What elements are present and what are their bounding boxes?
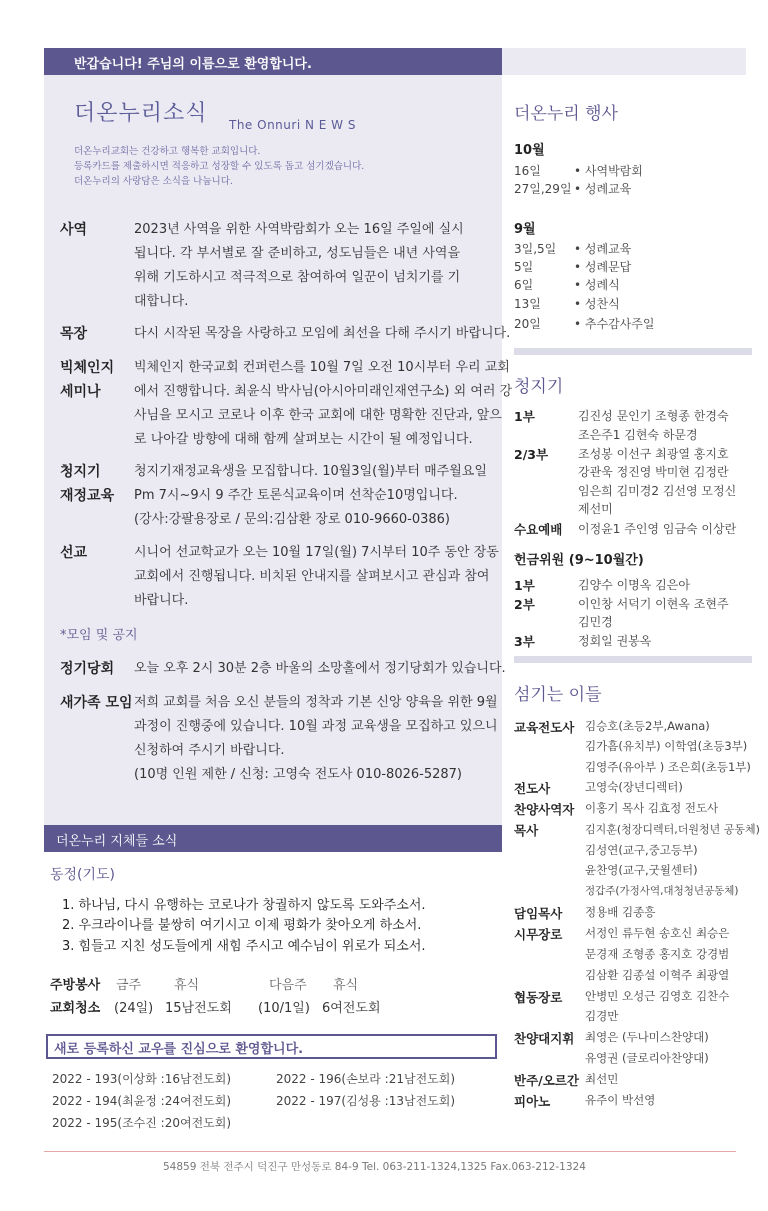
news-line: 2023년 사역을 위한 사역박람회가 오는 16일 주일에 실시 bbox=[134, 222, 464, 237]
notice-line: (10명 인원 제한 / 신청: 고영숙 전도사 010-8026-5287) bbox=[134, 767, 462, 782]
welcome-title: 새로 등록하신 교우를 진심으로 환영합니다. bbox=[54, 1042, 304, 1057]
event-name: • 성례교육 bbox=[574, 242, 632, 256]
news-label: 목장 bbox=[60, 326, 88, 342]
news-line: 청지기재정교육생을 모집합니다. 10월3일(월)부터 매주월요일 bbox=[134, 464, 487, 479]
event-date: 20일 bbox=[514, 317, 541, 331]
news-body-mission bbox=[134, 541, 499, 613]
news-line: 다시 시작된 목장을 사랑하고 모임에 최선을 다해 주시기 바랍니다. bbox=[134, 326, 511, 341]
servant-role: 교육전도사 bbox=[514, 720, 575, 735]
duty-next-week: 다음주 bbox=[269, 978, 307, 993]
servant-names: 김승호(초등2부,Awana) bbox=[585, 719, 710, 733]
steward-label: 수요예배 bbox=[514, 522, 563, 537]
offering-label: 1부 bbox=[514, 578, 535, 593]
news-line: 대합니다. bbox=[134, 294, 189, 309]
event-name: • 성찬식 bbox=[574, 297, 620, 311]
duty-this-value: 휴식 bbox=[174, 978, 200, 993]
steward-names: 이정윤1 주인영 임금숙 이상란 bbox=[578, 522, 737, 536]
servant-names: 최영은 (두나미스찬양대) bbox=[585, 1030, 709, 1044]
news-line: (강사:강팔용장로 / 문의:김삼환 장로 010-9660-0386) bbox=[134, 512, 450, 527]
news-label: 재정교육 bbox=[60, 488, 115, 504]
steward-names: 강관욱 정진영 박미현 김정란 bbox=[578, 465, 729, 479]
servant-role: 시무장로 bbox=[514, 927, 563, 942]
event-date: 27일,29일 bbox=[514, 182, 572, 196]
intro-line: 더온누리교회는 건강하고 행복한 교회입니다. bbox=[74, 146, 261, 157]
news-line: 로 나아갈 방향에 대해 함께 살펴보는 시간이 될 예정입니다. bbox=[134, 432, 473, 447]
newsletter-title: 더온누리소식 bbox=[74, 101, 208, 126]
servants-title: 섬기는 이들 bbox=[514, 685, 602, 705]
servant-names: 윤찬영(교구,굿윌센터) bbox=[585, 863, 698, 877]
news-label: 세미나 bbox=[60, 384, 101, 400]
steward-names: 임은희 김미경2 김선영 모정신 bbox=[578, 484, 737, 498]
servant-role: 반주/오르간 bbox=[514, 1073, 579, 1088]
news-line: 됩니다. 각 부서별로 잘 준비하고, 성도님들은 내년 사역을 bbox=[134, 246, 461, 261]
duty-label: 주방봉사 bbox=[50, 978, 101, 993]
servant-role: 목사 bbox=[514, 823, 539, 838]
news-body-seminar bbox=[134, 356, 513, 452]
stewards-title: 청지기 bbox=[514, 377, 564, 397]
registration-item: 2022 - 193(이상화 :16남전도회) bbox=[52, 1072, 232, 1086]
notice-label: 정기당회 bbox=[60, 661, 115, 677]
notice-body-newcomer bbox=[134, 691, 498, 787]
news-line: 사님을 모시고 코로나 이후 한국 교회에 대한 명확한 진단과, 앞으 bbox=[134, 408, 502, 423]
events-title: 더온누리 행사 bbox=[514, 104, 618, 124]
prayer-item: 2. 우크라이나를 불쌍히 여기시고 이제 평화가 찾아오게 하소서. bbox=[62, 918, 422, 933]
notice-line: 과정이 진행중에 있습니다. 10월 과정 교육생을 모집하고 있으니 bbox=[134, 719, 498, 734]
intro-line: 등록카드를 제출하시면 적응하고 성장할 수 있도록 돕고 섬기겠습니다. bbox=[74, 161, 365, 172]
news-line: 교회에서 진행됩니다. 비치된 안내지를 살펴보시고 관심과 참여 bbox=[134, 569, 490, 584]
duty-next-value: 6여전도회 bbox=[322, 1001, 381, 1016]
prayer-item: 3. 힘들고 지친 성도들에게 새힘 주시고 예수님이 위로가 되소서. bbox=[62, 939, 426, 954]
registration-item: 2022 - 195(조수진 :20여전도회) bbox=[52, 1116, 232, 1130]
offering-label: 3부 bbox=[514, 634, 535, 649]
intro-line: 더온누리의 사랑담은 소식을 나눕니다. bbox=[74, 176, 233, 187]
servant-role: 피아노 bbox=[514, 1094, 551, 1109]
news-line: Pm 7시~9시 9 주간 토론식교육이며 선착순10명입니다. bbox=[134, 488, 458, 503]
news-body-finance bbox=[134, 460, 486, 532]
steward-names: 조성봉 이선구 최광열 홍지호 bbox=[578, 447, 729, 461]
greeting-text: 반갑습니다! 주님의 이름으로 환영합니다. bbox=[74, 57, 312, 72]
duty-this-value: 15남전도회 bbox=[165, 1001, 232, 1016]
registration-item: 2022 - 194(최윤정 :24여전도회) bbox=[52, 1094, 232, 1108]
servant-names: 김지훈(청장디렉터,더원청년 공동체) bbox=[585, 823, 760, 836]
servant-names: 정갑주(가정사역,대청청년공동체) bbox=[585, 885, 739, 897]
servant-role: 찬양사역자 bbox=[514, 802, 575, 817]
offering-names: 정회일 권봉옥 bbox=[578, 634, 652, 648]
event-date: 5일 bbox=[514, 260, 534, 274]
duty-this-week: 금주 bbox=[116, 978, 142, 993]
news-label: 선교 bbox=[60, 545, 88, 561]
event-date: 6일 bbox=[514, 278, 534, 292]
branch-news-title: 더온누리 지체들 소식 bbox=[56, 834, 178, 849]
notice-line: 신청하여 주시기 바랍니다. bbox=[134, 743, 285, 758]
registration-item: 2022 - 197(김성용 :13남전도회) bbox=[276, 1094, 456, 1108]
news-body-cell-group bbox=[134, 322, 511, 346]
servant-role: 찬양대지휘 bbox=[514, 1031, 575, 1046]
steward-label: 1부 bbox=[514, 409, 535, 424]
duty-this-week: (24일) bbox=[114, 1001, 154, 1016]
news-label: 청지기 bbox=[60, 464, 101, 480]
steward-label: 2/3부 bbox=[514, 447, 549, 462]
event-date: 16일 bbox=[514, 164, 541, 178]
servant-names: 고영숙(장년디렉터) bbox=[585, 780, 683, 794]
offering-title: 헌금위원 (9~10월간) bbox=[514, 553, 644, 568]
news-label: 사역 bbox=[60, 222, 88, 238]
notice-line: 오늘 오후 2시 30분 2층 바울의 소망홀에서 정기당회가 있습니다. bbox=[134, 661, 506, 676]
steward-names: 조은주1 김현숙 하문경 bbox=[578, 428, 698, 442]
event-date: 3일,5일 bbox=[514, 242, 557, 256]
footer-divider bbox=[44, 1151, 736, 1152]
notice-body-session bbox=[134, 657, 506, 681]
newsletter-title-english: The Onnuri N E W S bbox=[229, 118, 356, 132]
registration-item: 2022 - 196(손보라 :21남전도회) bbox=[276, 1072, 456, 1086]
news-body-ministry bbox=[134, 218, 486, 314]
duty-label: 교회청소 bbox=[50, 1001, 101, 1016]
notice-line: 저희 교회를 처음 오신 분들의 정착과 기본 신앙 양육을 위한 9월 bbox=[134, 695, 498, 710]
news-line: 시니어 선교학교가 오는 10월 17일(월) 7시부터 10주 동안 장동 bbox=[134, 545, 499, 560]
prayer-title: 동정(기도) bbox=[50, 867, 116, 883]
event-name: • 성례문답 bbox=[574, 260, 632, 274]
offering-names: 이인창 서덕기 이현옥 조현주 bbox=[578, 597, 729, 611]
steward-names: 제선미 bbox=[578, 502, 613, 516]
servant-names: 안병민 오성근 김영호 김찬수 bbox=[585, 989, 730, 1003]
servant-names: 김경만 bbox=[585, 1009, 619, 1023]
servant-names: 김영주(유아부 ) 조은희(초등1부) bbox=[585, 760, 751, 774]
section-divider bbox=[514, 348, 752, 355]
notice-label: 새가족 모임 bbox=[60, 695, 133, 711]
servant-names: 김성연(교구,중고등부) bbox=[585, 843, 698, 857]
servant-role: 협동장로 bbox=[514, 990, 563, 1005]
duty-next-value: 휴식 bbox=[333, 978, 359, 993]
servant-names: 문경재 조형종 홍지호 강경범 bbox=[585, 947, 730, 961]
servant-role: 전도사 bbox=[514, 781, 551, 796]
event-name: • 추수감사주일 bbox=[574, 317, 655, 331]
footer-address: 54859 전북 전주시 덕진구 만성동로 84-9 Tel. 063-211-1324,1325 Fax.063-212-1324 bbox=[163, 1161, 586, 1173]
event-month: 9월 bbox=[514, 222, 536, 237]
servant-names: 김가흠(유치부) 이학엽(초등3부) bbox=[585, 739, 748, 753]
event-name: • 사역박람회 bbox=[574, 164, 643, 178]
servant-names: 서정인 류두현 송호신 최승은 bbox=[585, 926, 730, 940]
event-name: • 성례식 bbox=[574, 278, 620, 292]
servant-names: 최선민 bbox=[585, 1072, 619, 1086]
news-line: 바랍니다. bbox=[134, 593, 189, 608]
offering-names: 김양수 이명옥 김은아 bbox=[578, 578, 690, 592]
servant-names: 유주이 박선영 bbox=[585, 1093, 656, 1107]
news-line: 위해 기도하시고 적극적으로 참여하여 일꾼이 넘치기를 기 bbox=[134, 270, 461, 285]
duty-row-kitchen bbox=[50, 974, 359, 993]
event-month: 10월 bbox=[514, 143, 545, 158]
duty-row-cleaning bbox=[50, 997, 381, 1016]
news-line: 빅체인지 한국교회 컨퍼런스를 10월 7일 오전 10시부터 우리 교회 bbox=[134, 360, 510, 375]
prayer-item: 1. 하나님, 다시 유행하는 코로나가 창궐하지 않도록 도와주소서. bbox=[62, 898, 426, 913]
event-date: 13일 bbox=[514, 297, 541, 311]
section-divider bbox=[514, 656, 752, 663]
event-name: • 성례교육 bbox=[574, 182, 632, 196]
servant-names: 이홍기 목사 김효정 전도사 bbox=[585, 801, 719, 815]
news-label: 빅체인지 bbox=[60, 360, 115, 376]
servant-role: 담임목사 bbox=[514, 906, 563, 921]
offering-label: 2부 bbox=[514, 597, 535, 612]
servant-names: 김삼환 김종설 이혁주 최광열 bbox=[585, 968, 730, 982]
servant-names: 정용배 김종흥 bbox=[585, 905, 656, 919]
news-line: 에서 진행합니다. 최윤식 박사님(아시아미래인재연구소) 외 여러 강 bbox=[134, 384, 513, 399]
duty-next-week: (10/1일) bbox=[258, 1001, 310, 1016]
offering-names: 김민경 bbox=[578, 615, 613, 629]
steward-names: 김진성 문인기 조형종 한경숙 bbox=[578, 409, 729, 423]
servant-names: 유영권 (글로리아찬양대) bbox=[585, 1051, 709, 1065]
notices-title: *모임 및 공지 bbox=[60, 628, 138, 643]
